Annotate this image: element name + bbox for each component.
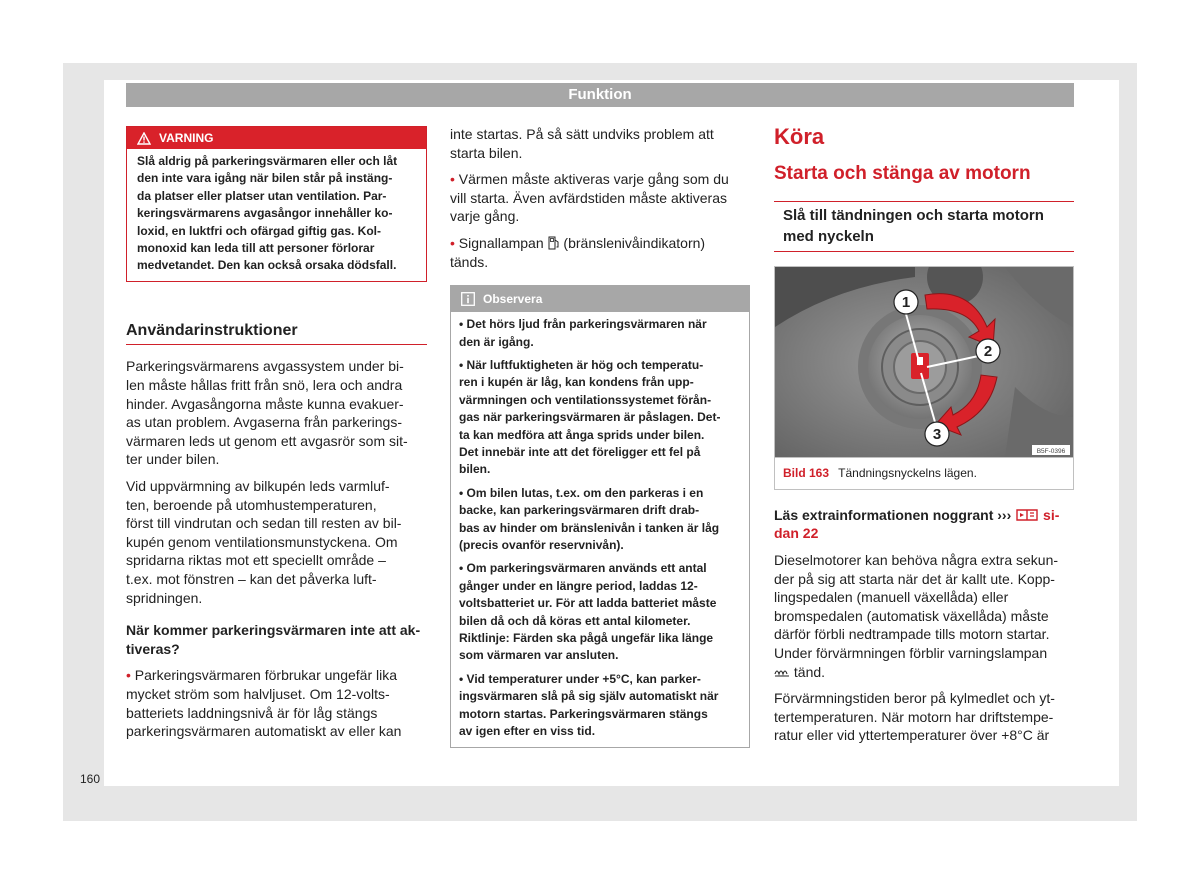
warning-line: medvetandet. Den kan också orsaka dödsfall. xyxy=(137,258,397,273)
section-heading: Starta och stänga av motorn xyxy=(774,162,1031,184)
bullet-icon: • xyxy=(126,667,131,684)
warning-title: VARNING xyxy=(159,131,214,145)
text-line: Dieselmotorer kan behöva några extra sekun- xyxy=(774,551,1059,568)
text-line: värmaren leds ut genom ett avgasrör som sit- xyxy=(126,432,408,449)
text-line: voltsbatteriet ur. För att ladda batteriet måste xyxy=(459,596,717,611)
paragraph-diesel xyxy=(774,551,1074,681)
text-line: len måste hållas fritt från snö, lera och andra xyxy=(126,377,403,394)
text-line: (precis ovanför reservnivån). xyxy=(459,538,624,553)
page-ref[interactable]: dan 22 xyxy=(774,525,819,542)
paragraph-preheat xyxy=(774,689,1074,745)
text-line: Slå till tändningen och starta motorn xyxy=(783,207,1044,225)
warning-line: den inte vara igång när bilen står på instäng- xyxy=(137,171,393,186)
text-line: batteriets laddningsnivå är för låg stängs xyxy=(126,704,378,721)
text-line: der på sig att starta när det är kallt ute. Kopp- xyxy=(774,570,1055,587)
info-icon xyxy=(461,292,475,306)
figure-code: B5F-0396 xyxy=(1036,448,1066,456)
warning-triangle-icon xyxy=(137,132,151,145)
warning-text xyxy=(127,149,426,281)
note-item: • När luftfuktigheten är hög och temperatu- ren i kupén är låg, kan kondens från upp- värmningen och ventilationssystemet förån- gas när parkeringsvärmaren är påslagen. Det- ta kan medföra att ånga sprids under bilen. Det innebär inte att det föreligger ett fel på bilen. xyxy=(459,357,721,477)
note-item: • Om bilen lutas, t.ex. om den parkeras i en backe, kan parkeringsvärmaren drift drab- bas av hinder om bränslenivån i tanken är låg (precis ovanför reservnivån). xyxy=(459,485,720,553)
text-line: inte startas. På så sätt undviks problem att xyxy=(450,126,714,142)
text-line: värmningen och ventilationssystemet förån- xyxy=(459,392,712,407)
text-line: Om parkeringsvärmaren används ett antal xyxy=(466,561,707,576)
figure-label: Bild 163 xyxy=(783,466,830,481)
question-heading xyxy=(126,621,427,658)
note-item: • Det hörs ljud från parkeringsvärmaren när den är igång. xyxy=(459,317,707,349)
text-line: as utan problem. Avgaserna från parkerings- xyxy=(126,414,403,431)
column-left xyxy=(126,122,427,749)
note-text xyxy=(451,312,749,746)
text-line: t.ex. mot fönstren – kan det påverka luft- xyxy=(126,570,377,587)
text-line: Det hörs ljud från parkeringsvärmaren när xyxy=(466,317,707,332)
page-ref[interactable]: si- xyxy=(1043,506,1060,523)
text-fragment: Signallampan xyxy=(458,234,544,251)
book-reference-icon[interactable] xyxy=(1015,508,1039,522)
page-number: 160 xyxy=(80,772,101,786)
text-line: hinder. Avgasångorna måste kunna evakuer- xyxy=(126,395,404,412)
text-line: Riktlinje: Färden ska pågå ungefär lika länge xyxy=(459,631,714,646)
text-line: När luftfuktigheten är hög och temperatu- xyxy=(466,357,704,372)
column-right xyxy=(774,122,1074,753)
text-line: ratur eller vid yttertemperaturer över +8°C är xyxy=(774,727,1050,744)
text-line: Parkeringsvärmarens avgassystem under bi- xyxy=(126,358,404,375)
glow-plug-icon xyxy=(774,667,790,677)
paragraph-continued xyxy=(450,125,750,162)
text-line: mycket ström som halvljuset. Om 12-volts- xyxy=(126,685,390,702)
text-line: därför förbli nedtrampade tills motorn startar. xyxy=(774,626,1050,643)
text-fragment: tänds. xyxy=(450,253,489,270)
bullet-item xyxy=(450,170,750,226)
ignition-key-illustration xyxy=(775,267,1073,457)
text-line: kupén genom ventilationsmunstyckena. Om xyxy=(126,533,398,550)
text-line: gas när parkeringsvärmaren är påslagen. Det- xyxy=(459,410,721,425)
text-line: motorn startas. Parkeringsvärmaren stängs xyxy=(459,706,708,721)
note-item: • Vid temperaturer under +5°C, kan parker- ingsvärmaren slå på sig själv automatiskt när motorn startas. Parkeringsvärmaren stängs av igen efter en viss tid. xyxy=(459,671,719,739)
text-line: tiveras? xyxy=(126,640,180,657)
warning-line: monoxid kan leda till att personer förlorar xyxy=(137,241,375,256)
chapter-heading: Köra xyxy=(774,124,825,149)
warning-line: loxid, en luktfri och ofärgad giftig gas. Kol- xyxy=(137,223,382,238)
text-line: bas av hinder om bränslenivån i tanken är låg xyxy=(459,520,720,535)
text-line: av igen efter en viss tid. xyxy=(459,724,596,739)
text-fragment: Läs extrainformationen noggrant xyxy=(774,506,994,523)
text-line: ten, beroende på utomhustemperaturen, xyxy=(126,496,377,513)
text-line: först till vindrutan och sedan till resten av bil- xyxy=(126,515,402,532)
text-fragment: (bränslenivåindikatorn) xyxy=(563,234,706,251)
extra-info-reference xyxy=(774,506,1074,543)
text-line: ter under bilen. xyxy=(126,451,220,468)
warning-header xyxy=(127,127,426,149)
text-line: spridningen. xyxy=(126,589,203,606)
warning-box xyxy=(126,126,427,282)
note-title: Observera xyxy=(483,292,543,307)
text-line: backe, kan parkeringsvärmaren drift drab- xyxy=(459,503,700,518)
text-line: bromspedalen (automatisk växellåda) måste xyxy=(774,607,1049,624)
text-line: Parkeringsvärmaren förbrukar ungefär lika xyxy=(134,667,398,684)
text-line: Vid uppvärmning av bilkupén leds varmluf- xyxy=(126,478,390,494)
text-line: tertemperaturen. När motorn har driftstempe- xyxy=(774,708,1054,725)
text-line: lingspedalen (manuell växellåda) eller xyxy=(774,589,1009,606)
bullet-icon: • xyxy=(450,171,455,188)
text-line: ren i kupén är låg, kan kondens från upp- xyxy=(459,375,694,390)
figure-caption-text: Tändningsnyckelns lägen. xyxy=(838,466,977,481)
paragraph-exhaust xyxy=(126,357,427,469)
text-line: Förvärmningstiden beror på kylmedlet och yt- xyxy=(774,690,1055,707)
fuel-pump-icon xyxy=(548,236,560,250)
text-line: varje gång. xyxy=(450,208,520,225)
text-line: bilen. xyxy=(459,462,491,477)
figure-ignition xyxy=(774,266,1074,490)
callout-3: 3 xyxy=(932,426,942,444)
text-line: ta kan medföra att ånga sprids under bilen. xyxy=(459,427,705,442)
text-line: parkeringsvärmaren automatiskt av eller kan xyxy=(126,723,402,740)
subheading-user-instructions: Användarinstruktioner xyxy=(126,322,427,346)
text-line: Värmen måste aktiveras varje gång som du xyxy=(458,171,729,188)
warning-line: Slå aldrig på parkeringsvärmaren eller och låt xyxy=(137,154,398,168)
warning-line: keringsvärmarens avgasångor innehåller ko- xyxy=(137,206,393,221)
text-line: den är igång. xyxy=(459,334,534,349)
subsection-heading xyxy=(774,201,1074,252)
text-fragment: tänd. xyxy=(793,663,826,680)
section-header: Funktion xyxy=(126,83,1074,107)
bullet-item xyxy=(126,666,427,740)
text-line: spridarna riktas mot ett speciellt område – xyxy=(126,552,386,569)
warning-line: da platser eller platser utan ventilation. Par- xyxy=(137,188,387,203)
text-line: Vid temperaturer under +5°C, kan parker- xyxy=(466,671,701,686)
callout-2: 2 xyxy=(983,343,993,361)
text-line: vill starta. Även avfärdstiden måste aktiveras xyxy=(450,189,728,206)
arrows: ››› xyxy=(997,506,1012,523)
text-line: När kommer parkeringsvärmaren inte att ak- xyxy=(126,622,421,639)
paragraph-heating xyxy=(126,477,427,607)
text-line: Under förvärmningen förblir varningslampan xyxy=(774,644,1048,661)
note-header xyxy=(451,286,749,312)
callout-1: 1 xyxy=(901,294,911,312)
bullet-icon: • xyxy=(450,234,455,251)
text-line: Det innebär inte att det föreligger ett fel på xyxy=(459,445,701,459)
text-line: Om bilen lutas, t.ex. om den parkeras i en xyxy=(466,485,704,500)
note-item: • Om parkeringsvärmaren används ett antal gånger under en längre period, laddas 12- voltsbatteriet ur. För att ladda batteriet måste bilen då och då köras ett antal kilometer. Riktlinje: Färden ska pågå ungefär lika länge som värmaren var ansluten. xyxy=(459,561,717,663)
text-line: med nyckeln xyxy=(783,228,874,246)
figure-caption xyxy=(775,457,1073,489)
note-box xyxy=(450,285,750,747)
text-line: ingsvärmaren slå på sig själv automatiskt när xyxy=(459,689,719,704)
text-line: starta bilen. xyxy=(450,144,523,161)
text-line: bilen då och då köras ett antal kilometer. xyxy=(459,613,691,628)
column-middle xyxy=(450,125,750,748)
bullet-item xyxy=(450,234,750,271)
text-line: gånger under en längre period, laddas 12- xyxy=(459,578,698,593)
text-line: som värmaren var ansluten. xyxy=(459,648,619,663)
